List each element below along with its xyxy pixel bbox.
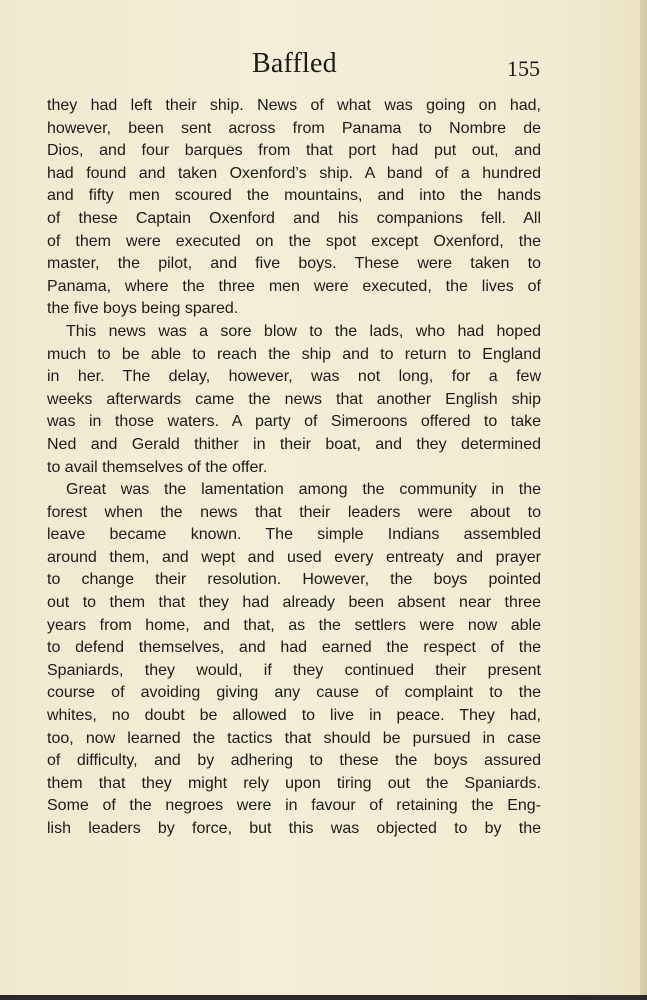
text-line: master, the pilot, and five boys. These were taken to — [47, 255, 541, 273]
text-line: out to them that they had already been absent near three — [47, 594, 541, 612]
body-text — [47, 95, 541, 841]
text-line: they had left their ship. News of what was going on had, — [47, 97, 541, 114]
scan-border — [0, 995, 647, 1000]
text-line: in her. The delay, however, was not long, for a few — [47, 368, 541, 386]
text-line: to avail themselves of the offer. — [47, 458, 268, 476]
text-line: Panama, where the three men were executed, the lives of — [47, 277, 541, 295]
running-header — [0, 48, 640, 82]
text-line: of difficulty, and by adhering to these the boys assured — [47, 752, 541, 770]
page-title: Baffled — [252, 48, 337, 79]
text-line: Spaniards, they would, if they continued their present — [47, 661, 541, 679]
text-line: the five boys being spared. — [47, 300, 239, 318]
text-line: to change their resolution. However, the boys pointed — [47, 571, 541, 589]
text-line: Some of the negroes were in favour of retaining the Eng- — [47, 797, 541, 815]
text-line: to defend themselves, and had earned the respect of the — [47, 639, 541, 657]
text-line: was in those waters. A party of Simeroons offered to take — [47, 413, 541, 431]
text-line: This news was a sore blow to the lads, who had hoped — [66, 322, 541, 340]
text-line: Ned and Gerald thither in their boat, and they determined — [47, 435, 541, 453]
text-line: had found and taken Oxenford’s ship. A band of a hundred — [47, 164, 541, 182]
text-line: however, been sent across from Panama to Nombre de — [47, 119, 541, 137]
text-line: forest when the news that their leaders were about to — [47, 503, 541, 521]
text-line: around them, and wept and used every entreaty and prayer — [47, 548, 541, 566]
text-line: course of avoiding giving any cause of complaint to the — [47, 684, 541, 702]
text-line: them that they might rely upon tiring out the Spaniards. — [47, 774, 541, 792]
text-line: years from home, and that, as the settlers were now able — [47, 616, 541, 634]
page-edge — [640, 0, 647, 1000]
text-line: whites, no doubt be allowed to live in peace. They had, — [47, 707, 541, 725]
text-line: and fifty men scoured the mountains, and into the hands — [47, 187, 541, 205]
text-line: Great was the lamentation among the community in the — [66, 481, 541, 499]
text-line: leave became known. The simple Indians assembled — [47, 526, 541, 544]
text-line: of them were executed on the spot except Oxenford, the — [47, 232, 541, 250]
text-line: too, now learned the tactics that should be pursued in case — [47, 729, 541, 747]
page-number: 155 — [507, 56, 540, 81]
text-line: weeks afterwards came the news that another English ship — [47, 390, 541, 408]
text-line: lish leaders by force, but this was objected to by the — [47, 820, 541, 837]
text-line: Dios, and four barques from that port had put out, and — [47, 142, 541, 160]
text-line: much to be able to reach the ship and to return to England — [47, 345, 541, 363]
text-line: of these Captain Oxenford and his companions fell. All — [47, 209, 541, 227]
